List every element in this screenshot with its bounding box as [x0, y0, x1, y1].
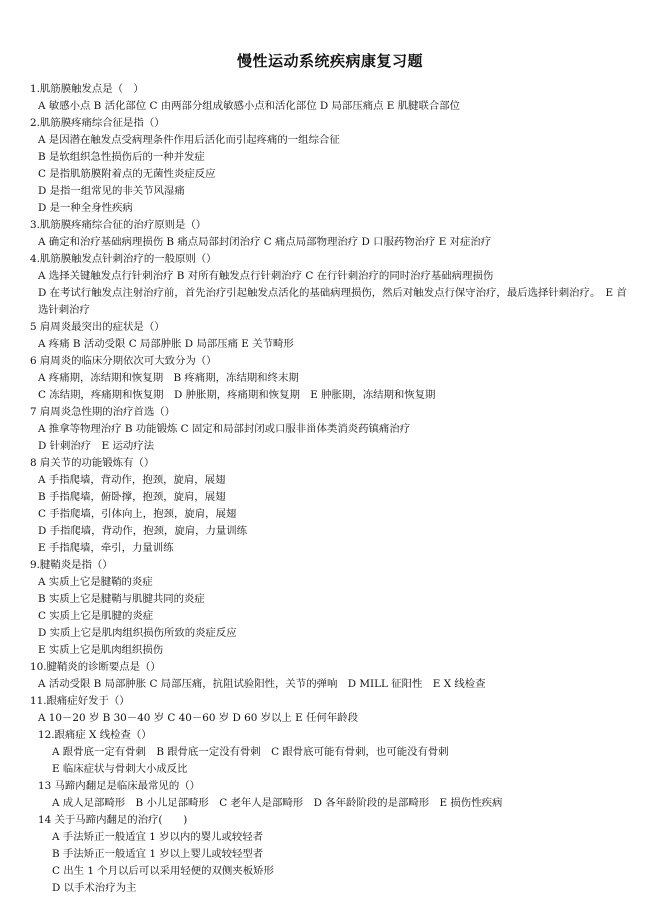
- question-item: [30, 727, 630, 778]
- question-option: D 在考试行触发点注射治疗前，首先治疗引起触发点活化的基础病理损伤，然后对触发点行保守治疗，最后选择针刺治疗。 E 首选针刺治疗: [38, 287, 627, 316]
- question-option: D 是一种全身性疾病: [38, 202, 133, 214]
- question-stem: 9.腱鞘炎是指（）: [30, 559, 113, 571]
- question-option: B 是软组织急性损伤后的一种并发症: [38, 151, 205, 163]
- question-option: D 以手术治疗为主: [52, 882, 137, 894]
- question-item: [30, 251, 630, 319]
- question-option: A 跟骨底一定有骨刺 B 跟骨底一定没有骨刺 C 跟骨底可能有骨刺，也可能没有骨刺: [52, 746, 449, 758]
- question-item: [30, 319, 630, 353]
- question-stem: 5 肩周炎最突出的症状是（）: [30, 321, 165, 333]
- question-option: A 推拿等物理治疗 B 功能锻炼 C 固定和局部封闭或口服非甾体类消炎药镇痛治疗: [38, 423, 411, 435]
- question-item: [30, 557, 630, 659]
- question-option: D 针刺治疗 E 运动疗法: [38, 440, 155, 452]
- question-option: A 疼痛 B 活动受限 C 局部肿胀 D 局部压痛 E 关节畸形: [38, 338, 294, 350]
- question-option: B 手指爬墙，俯卧撑，抱颈，旋肩，展翅: [38, 491, 226, 503]
- question-option: C 实质上它是肌腱的炎症: [38, 610, 154, 622]
- question-option: C 出生 1 个月以后可以采用轻便的双侧夹板矫形: [52, 865, 274, 877]
- question-option: A 是因潜在触发点受病理条件作用后活化而引起疼痛的一组综合征: [38, 134, 340, 146]
- question-stem: 3.肌筋膜疼痛综合征的治疗原则是（）: [30, 219, 207, 231]
- question-option: C 是指肌筋膜附着点的无菌性炎症反应: [38, 168, 216, 180]
- question-stem: 12.跟痛症 X 线检查（）: [38, 729, 152, 741]
- question-option: A 10－20 岁 B 30－40 岁 C 40－60 岁 D 60 岁以上 E 任何年龄段: [38, 712, 358, 724]
- question-option: A 实质上它是腱鞘的炎症: [38, 576, 153, 588]
- question-option: A 手法矫正一般适宜 1 岁以内的婴儿或较轻者: [52, 831, 264, 843]
- question-option: E 临床症状与骨刺大小成反比: [52, 763, 188, 775]
- question-list: [30, 81, 630, 897]
- question-option: A 选择关键触发点行针刺治疗 B 对所有触发点行针刺治疗 C 在行针刺治疗的同时治疗基础病理损伤: [38, 270, 494, 282]
- question-stem: 13 马蹄内翻足是临床最常见的（）: [38, 780, 200, 792]
- question-stem: 2.肌筋膜疼痛综合征是指（）: [30, 117, 165, 129]
- question-stem: 10.腱鞘炎的诊断要点是（）: [30, 661, 161, 673]
- question-item: [30, 217, 630, 251]
- question-option: A 确定和治疗基础病理损伤 B 痛点局部封闭治疗 C 痛点局部物理治疗 D 口服药物治疗 E 对症治疗: [38, 236, 492, 248]
- question-item: [30, 404, 630, 455]
- question-option: E 手指爬墙，牵引，力量训练: [38, 542, 174, 554]
- question-option: E 实质上它是肌肉组织损伤: [38, 644, 164, 656]
- question-stem: 7 肩周炎急性期的治疗首选（）: [30, 406, 175, 418]
- question-stem: 14 关于马蹄内翻足的治疗( ): [38, 814, 188, 826]
- document-title: 慢性运动系统疾病康复习题: [236, 52, 423, 70]
- question-option: C 冻结期，疼痛期和恢复期 D 肿胀期，疼痛期和恢复期 E 肿胀期，冻结期和恢复期: [38, 389, 436, 401]
- question-option: D 手指爬墙，背动作，抱颈，旋肩，力量训练: [38, 525, 248, 537]
- question-item: [30, 778, 630, 812]
- question-option: A 敏感小点 B 活化部位 C 由两部分组成敏感小点和活化部位 D 局部压痛点 E 肌腱联合部位: [38, 100, 461, 112]
- question-option: A 手指爬墙，背动作，抱颈，旋肩，展翅: [38, 474, 226, 486]
- question-stem: 8 肩关节的功能锻炼有（）: [30, 457, 155, 469]
- question-option: A 活动受限 B 局部肿胀 C 局部压痛，抗阻试验阳性，关节的弹响 D MILL 征阳性 E X 线检查: [38, 678, 486, 690]
- question-item: [30, 812, 630, 897]
- question-option: A 成人足部畸形 B 小儿足部畸形 C 老年人是部畸形 D 各年龄阶段的是部畸形 E 损伤性疾病: [52, 797, 503, 809]
- question-stem: 6 肩周炎的临床分期依次可大致分为（）: [30, 355, 217, 367]
- question-option: B 手法矫正一般适宜 1 岁以上婴儿或较轻型者: [52, 848, 264, 860]
- question-item: [30, 659, 630, 693]
- question-option: D 是指一组常见的非关节风湿痛: [38, 185, 185, 197]
- question-item: [30, 115, 630, 217]
- question-stem: 1.肌筋膜触发点是（ ）: [30, 83, 144, 95]
- question-option: B 实质上它是腱鞘与肌腱共同的炎症: [38, 593, 205, 605]
- question-item: [30, 81, 630, 115]
- question-stem: 11.跟痛症好发于（）: [30, 695, 130, 707]
- question-item: [30, 455, 630, 557]
- question-option: A 疼痛期，冻结期和恢复期 B 疼痛期，冻结期和终末期: [38, 372, 299, 384]
- question-option: D 实质上它是肌肉组织损伤所致的炎症反应: [38, 627, 237, 639]
- question-item: [30, 353, 630, 404]
- question-stem: 4.肌筋膜触发点针刺治疗的一般原则（）: [30, 253, 217, 265]
- question-option: C 手指爬墙，引体向上，抱颈，旋肩，展翅: [38, 508, 237, 520]
- question-item: [30, 693, 630, 727]
